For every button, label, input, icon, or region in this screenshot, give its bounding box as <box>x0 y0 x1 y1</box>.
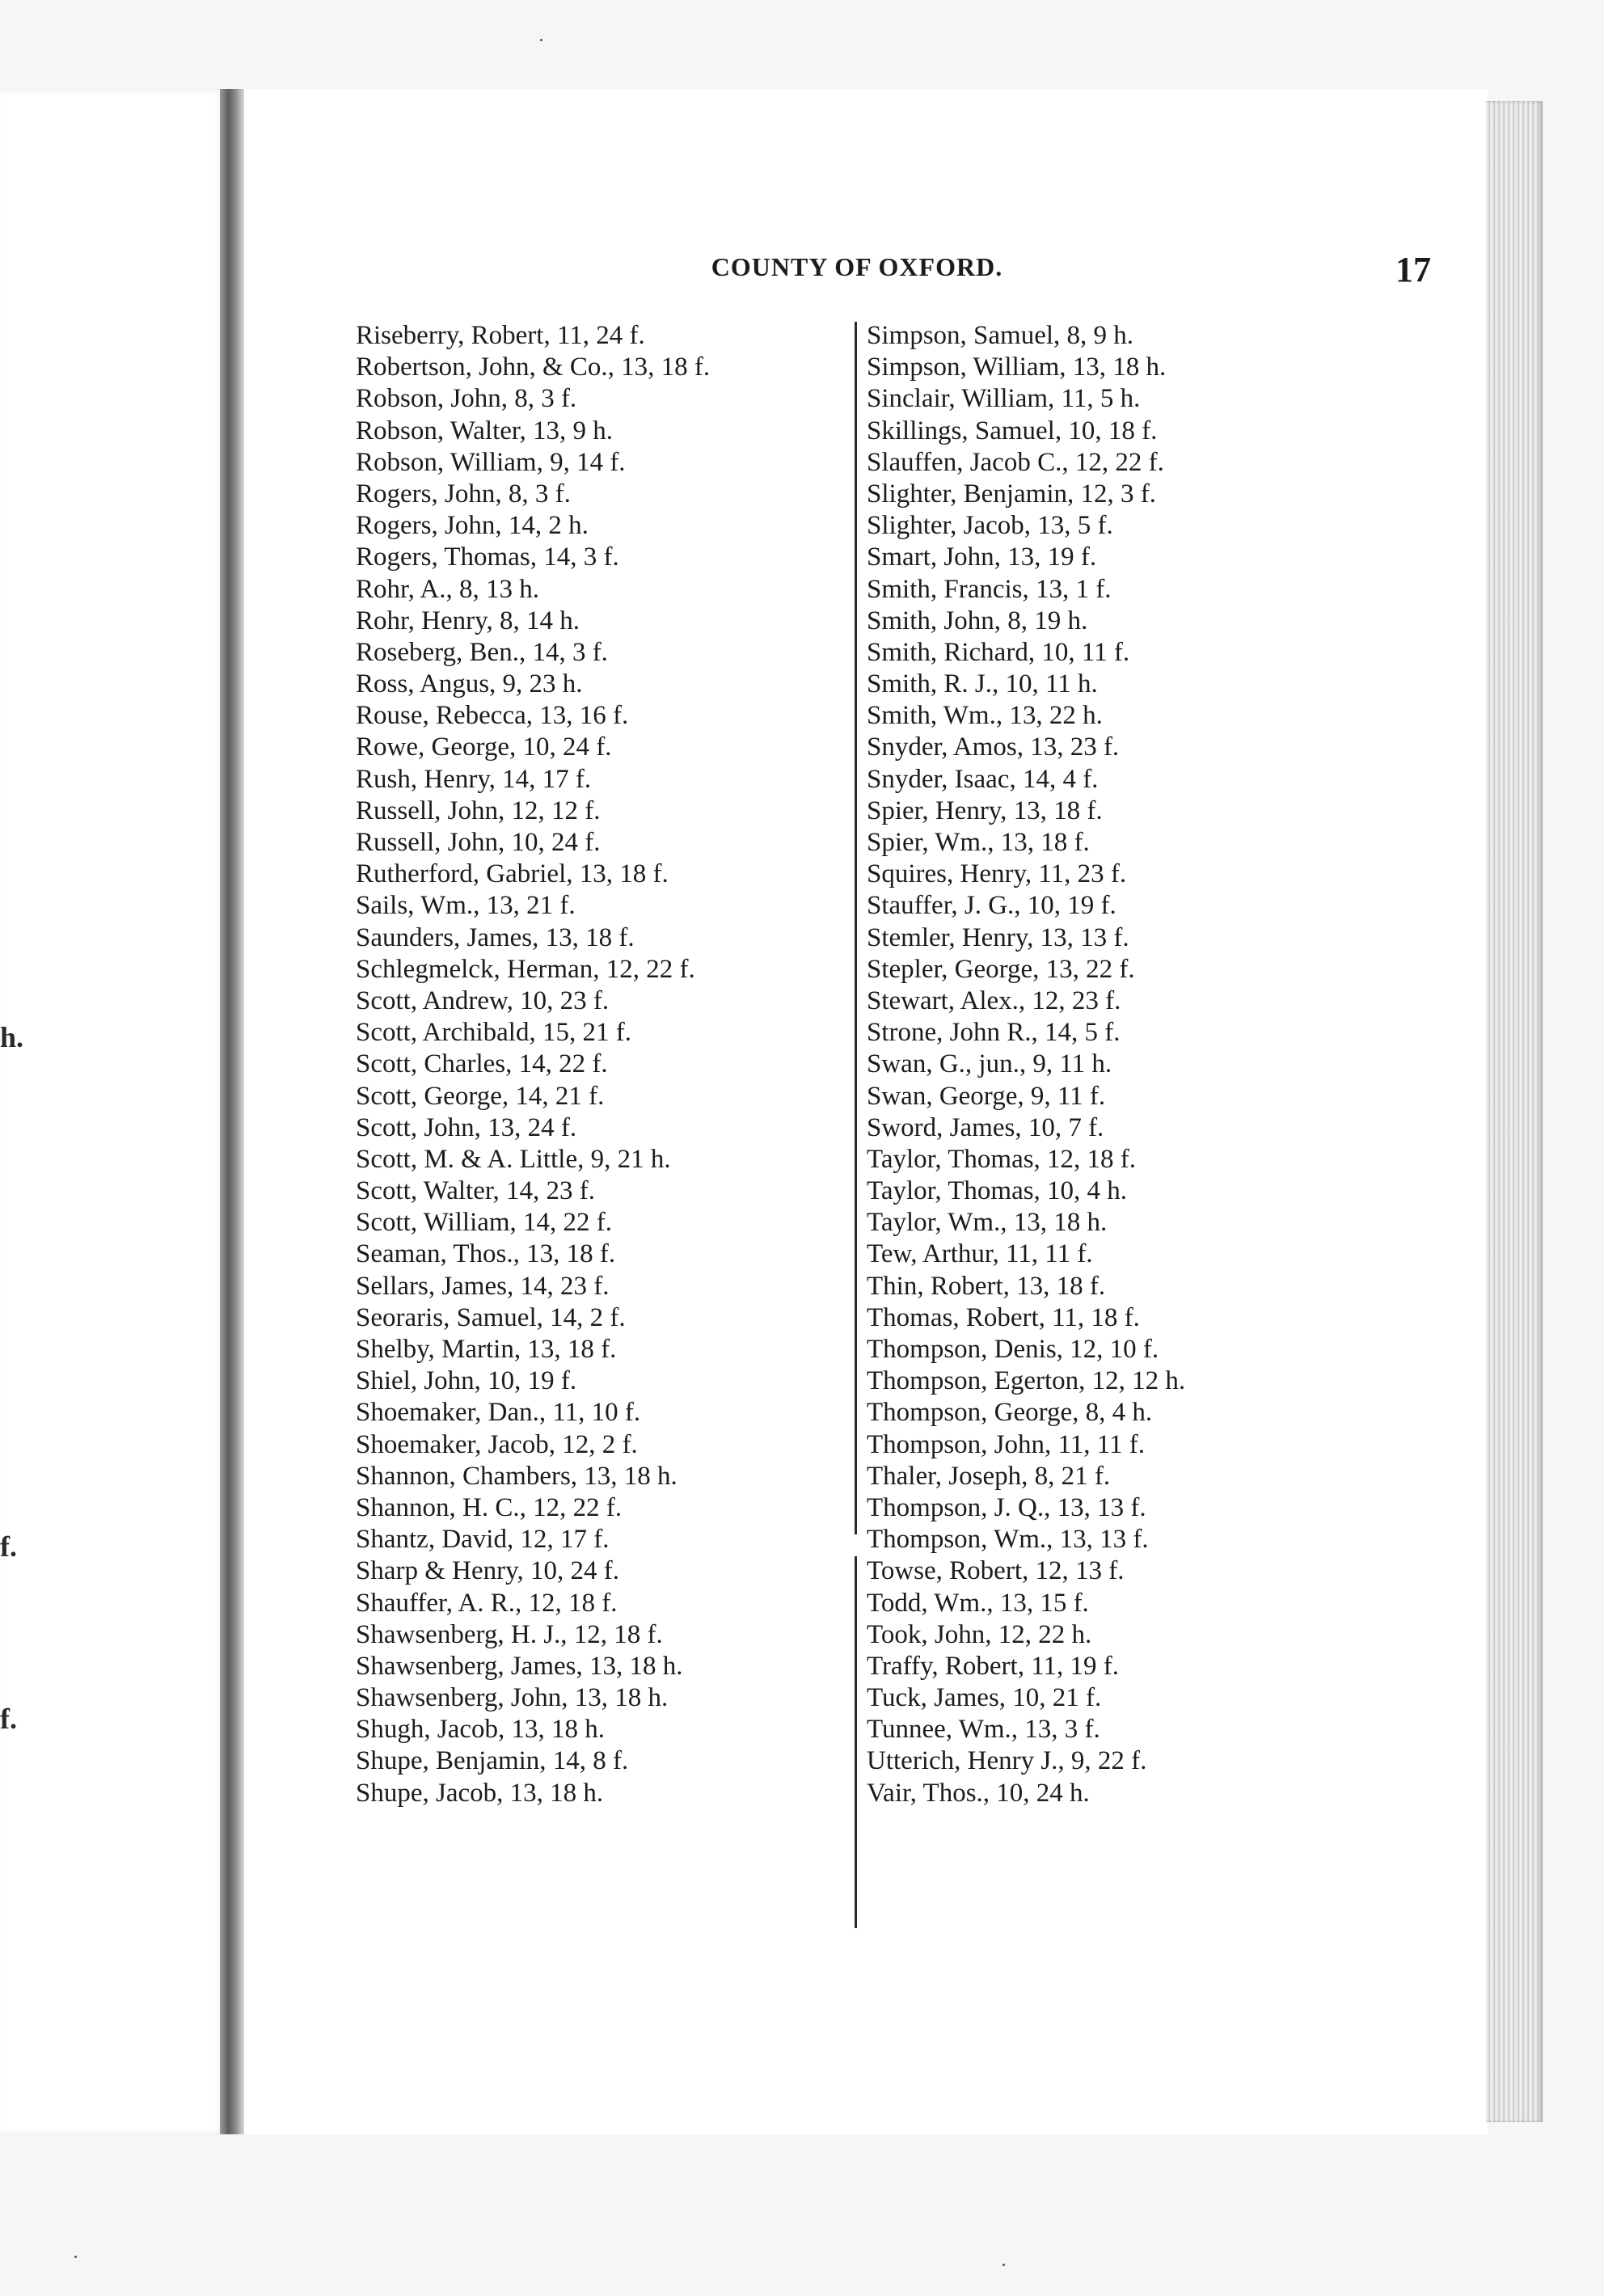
directory-entry: Traffy, Robert, 11, 19 f. <box>867 1651 1119 1681</box>
directory-entry: Rush, Henry, 14, 17 f. <box>356 764 592 794</box>
directory-entry: Shawsenberg, H. J., 12, 18 f. <box>356 1619 663 1649</box>
directory-entry: Robertson, John, & Co., 13, 18 f. <box>356 352 711 382</box>
directory-entry: Towse, Robert, 12, 13 f. <box>867 1556 1125 1586</box>
directory-entry: Todd, Wm., 13, 15 f. <box>867 1588 1089 1618</box>
directory-entry: Snyder, Amos, 13, 23 f. <box>867 732 1120 762</box>
directory-entry: Swan, G., jun., 9, 11 h. <box>867 1049 1112 1079</box>
directory-entry: Smith, John, 8, 19 h. <box>867 606 1088 635</box>
directory-entry: Taylor, Wm., 13, 18 h. <box>867 1208 1108 1238</box>
directory-entry: Rowe, George, 10, 24 f. <box>356 732 612 762</box>
directory-entry: Swan, George, 9, 11 f. <box>867 1081 1106 1111</box>
scan-speck <box>74 2256 77 2258</box>
directory-entry: Slighter, Jacob, 13, 5 f. <box>867 511 1113 541</box>
directory-entry: Robson, William, 9, 14 f. <box>356 447 626 477</box>
directory-entry: Shannon, H. C., 12, 22 f. <box>356 1492 623 1522</box>
page-number: 17 <box>1395 250 1431 289</box>
directory-entry: Shupe, Benjamin, 14, 8 f. <box>356 1746 629 1776</box>
directory-entry: Shantz, David, 12, 17 f. <box>356 1525 610 1555</box>
directory-entry: Thompson, Egerton, 12, 12 h. <box>867 1366 1186 1396</box>
column-rule <box>855 322 857 1534</box>
facing-page-fragment: f. <box>0 1530 17 1563</box>
directory-entry: Tew, Arthur, 11, 11 f. <box>867 1239 1093 1269</box>
directory-entry: Smith, Richard, 10, 11 f. <box>867 637 1130 667</box>
directory-entry: Thaler, Joseph, 8, 21 f. <box>867 1461 1111 1491</box>
directory-entry: Shelby, Martin, 13, 18 f. <box>356 1335 617 1364</box>
directory-entry: Thompson, John, 11, 11 f. <box>867 1429 1146 1459</box>
directory-entry: Slighter, Benjamin, 12, 3 f. <box>867 479 1156 509</box>
directory-entry: Shannon, Chambers, 13, 18 h. <box>356 1461 677 1491</box>
directory-entry: Schlegmelck, Herman, 12, 22 f. <box>356 954 695 984</box>
directory-entry: Thompson, Denis, 12, 10 f. <box>867 1335 1159 1364</box>
directory-entry: Thin, Robert, 13, 18 f. <box>867 1271 1106 1301</box>
directory-entry: Smart, John, 13, 19 f. <box>867 542 1097 572</box>
page-header <box>380 249 1431 288</box>
directory-entry: Thompson, J. Q., 13, 13 f. <box>867 1492 1146 1522</box>
directory-entry: Scott, Archibald, 15, 21 f. <box>356 1018 631 1048</box>
directory-entry: Saunders, James, 13, 18 f. <box>356 922 635 952</box>
directory-entry: Tunnee, Wm., 13, 3 f. <box>867 1715 1100 1745</box>
directory-entry: Rouse, Rebecca, 13, 16 f. <box>356 701 629 731</box>
directory-entry: Skillings, Samuel, 10, 18 f. <box>867 416 1158 445</box>
directory-entry: Stepler, George, 13, 22 f. <box>867 954 1135 984</box>
directory-column-right <box>867 320 1336 1809</box>
directory-entry: Scott, M. & A. Little, 9, 21 h. <box>356 1144 671 1174</box>
scan-speck <box>1002 2264 1005 2266</box>
directory-entry: Scott, George, 14, 21 f. <box>356 1081 605 1111</box>
directory-entry: Robson, Walter, 13, 9 h. <box>356 416 614 445</box>
directory-entry: Simpson, Samuel, 8, 9 h. <box>867 321 1134 350</box>
directory-entry: Roseberg, Ben., 14, 3 f. <box>356 637 608 667</box>
directory-entry: Russell, John, 10, 24 f. <box>356 828 601 857</box>
page-edges <box>1486 101 1543 2122</box>
directory-entry: Robson, John, 8, 3 f. <box>356 384 577 414</box>
directory-entry: Shoemaker, Dan., 11, 10 f. <box>356 1398 641 1428</box>
directory-entry: Squires, Henry, 11, 23 f. <box>867 859 1127 889</box>
directory-entry: Shoemaker, Jacob, 12, 2 f. <box>356 1429 638 1459</box>
directory-entry: Shupe, Jacob, 13, 18 h. <box>356 1778 604 1808</box>
directory-entry: Ross, Angus, 9, 23 h. <box>356 669 583 699</box>
directory-entry: Sword, James, 10, 7 f. <box>867 1112 1104 1142</box>
directory-entry: Riseberry, Robert, 11, 24 f. <box>356 321 645 350</box>
directory-entry: Scott, Andrew, 10, 23 f. <box>356 986 610 1015</box>
directory-entry: Taylor, Thomas, 12, 18 f. <box>867 1144 1137 1174</box>
facing-page-fragment: h. <box>0 1021 24 1053</box>
directory-entry: Sinclair, William, 11, 5 h. <box>867 384 1141 414</box>
directory-entry: Spier, Wm., 13, 18 f. <box>867 828 1090 857</box>
directory-entry: Snyder, Isaac, 14, 4 f. <box>867 764 1099 794</box>
book-gutter <box>220 89 244 2134</box>
directory-entry: Shugh, Jacob, 13, 18 h. <box>356 1715 605 1745</box>
directory-entry: Simpson, William, 13, 18 h. <box>867 352 1167 382</box>
directory-entry: Shawsenberg, John, 13, 18 h. <box>356 1683 669 1713</box>
directory-entry: Rogers, John, 14, 2 h. <box>356 511 589 541</box>
directory-entry: Rohr, A., 8, 13 h. <box>356 574 539 604</box>
directory-entry: Spier, Henry, 13, 18 f. <box>867 796 1103 825</box>
directory-entry: Taylor, Thomas, 10, 4 h. <box>867 1176 1128 1206</box>
directory-entry: Thompson, Wm., 13, 13 f. <box>867 1525 1149 1555</box>
directory-entry: Russell, John, 12, 12 f. <box>356 796 601 825</box>
directory-entry: Seoraris, Samuel, 14, 2 f. <box>356 1302 626 1332</box>
directory-entry: Smith, R. J., 10, 11 h. <box>867 669 1098 699</box>
directory-entry: Stewart, Alex., 12, 23 f. <box>867 986 1121 1015</box>
directory-entry: Strone, John R., 14, 5 f. <box>867 1018 1121 1048</box>
directory-entry: Rogers, John, 8, 3 f. <box>356 479 571 509</box>
directory-entry: Utterich, Henry J., 9, 22 f. <box>867 1746 1147 1776</box>
directory-entry: Stemler, Henry, 13, 13 f. <box>867 922 1129 952</box>
directory-entry: Rohr, Henry, 8, 14 h. <box>356 606 580 635</box>
directory-entry: Smith, Wm., 13, 22 h. <box>867 701 1103 731</box>
directory-entry: Shiel, John, 10, 19 f. <box>356 1366 577 1396</box>
directory-entry: Thompson, George, 8, 4 h. <box>867 1398 1153 1428</box>
directory-entry: Scott, John, 13, 24 f. <box>356 1112 577 1142</box>
directory-entry: Rutherford, Gabriel, 13, 18 f. <box>356 859 669 889</box>
directory-entry: Scott, Charles, 14, 22 f. <box>356 1049 608 1079</box>
directory-entry: Sharp & Henry, 10, 24 f. <box>356 1556 619 1586</box>
directory-entry: Stauffer, J. G., 10, 19 f. <box>867 891 1116 921</box>
directory-entry: Rogers, Thomas, 14, 3 f. <box>356 542 619 572</box>
directory-entry: Vair, Thos., 10, 24 h. <box>867 1778 1090 1808</box>
directory-entry: Sails, Wm., 13, 21 f. <box>356 891 576 921</box>
directory-entry: Slauffen, Jacob C., 12, 22 f. <box>867 447 1164 477</box>
directory-entry: Seaman, Thos., 13, 18 f. <box>356 1239 616 1269</box>
directory-entry: Tuck, James, 10, 21 f. <box>867 1683 1102 1713</box>
directory-entry: Scott, William, 14, 22 f. <box>356 1208 613 1238</box>
directory-entry: Sellars, James, 14, 23 f. <box>356 1271 610 1301</box>
directory-entry: Shawsenberg, James, 13, 18 h. <box>356 1651 683 1681</box>
directory-entry: Took, John, 12, 22 h. <box>867 1619 1092 1649</box>
facing-page <box>0 89 226 2134</box>
facing-page-fragment: f. <box>0 1703 17 1735</box>
directory-entry: Shauffer, A. R., 12, 18 f. <box>356 1588 618 1618</box>
column-rule <box>855 1556 857 1928</box>
scan-speck <box>540 39 542 41</box>
directory-entry: Smith, Francis, 13, 1 f. <box>867 574 1112 604</box>
directory-column-left <box>356 320 841 1809</box>
directory-entry: Scott, Walter, 14, 23 f. <box>356 1176 596 1206</box>
running-head: COUNTY OF OXFORD. <box>711 252 1003 281</box>
directory-entry: Thomas, Robert, 11, 18 f. <box>867 1302 1140 1332</box>
